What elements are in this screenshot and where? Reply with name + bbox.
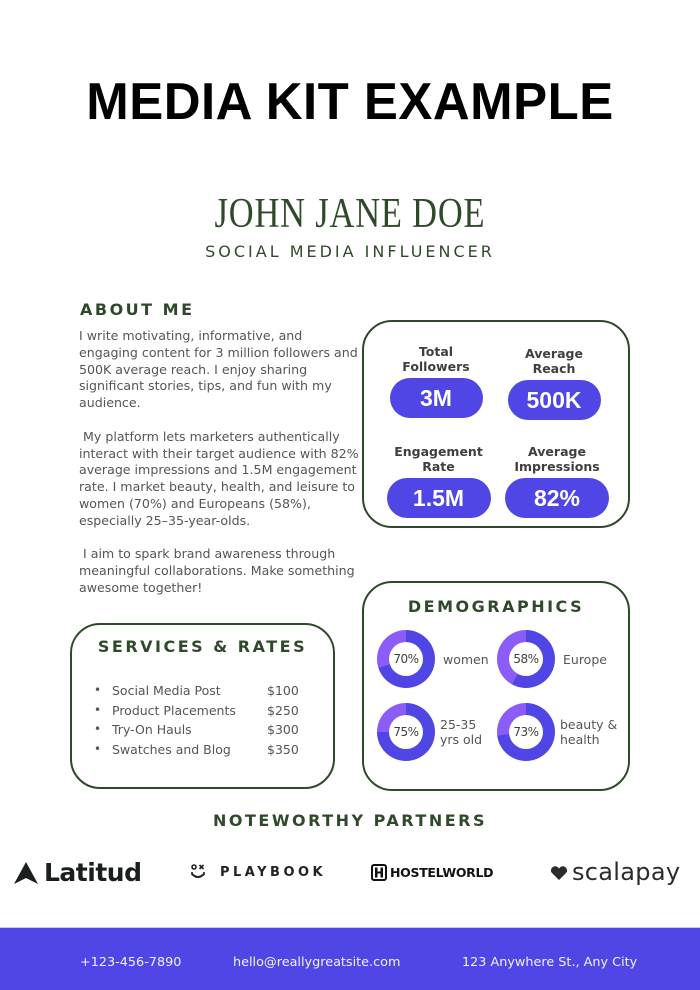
service-name: Try-On Hauls <box>112 722 192 737</box>
donut-chart <box>497 703 555 761</box>
demographic-age <box>377 703 495 761</box>
influencer-role: SOCIAL MEDIA INFLUENCER <box>205 242 495 261</box>
donut-chart <box>377 630 435 688</box>
demographic-label: 25-35 yrs old <box>440 717 483 747</box>
page-title: MEDIA KIT EXAMPLE <box>86 73 614 131</box>
service-item <box>94 681 317 701</box>
about-paragraph: My platform lets marketers authentically interact with their target audience with 82% average impressions and 1.5M engagement rate. I market beauty, health, and leisure to women (70%) and Europeans (58%), especially 25–35-year-olds. <box>79 428 359 528</box>
about-paragraph: I write motivating, informative, and engaging content for 3 million followers and 500K average reach. I enjoy sharing significant stories, tips, and fun with my audience. <box>79 328 358 411</box>
footer-phone[interactable]: +123-456-7890 <box>80 955 182 970</box>
demographic-women <box>377 630 489 688</box>
demographic-label: women <box>443 651 489 667</box>
service-item <box>94 740 317 760</box>
partners-heading: NOTEWORTHY PARTNERS <box>213 811 487 830</box>
demographic-interest <box>497 703 620 761</box>
about-paragraph: I aim to spark brand awareness through meaningful collaborations. Make something awesome together! <box>79 546 355 595</box>
service-name: Social Media Post <box>112 683 221 698</box>
stat-average-impressions <box>492 442 622 518</box>
bullet-icon: • <box>94 702 102 717</box>
service-item <box>94 701 317 721</box>
bullet-icon: • <box>94 722 102 736</box>
service-name: Product Placements <box>112 702 236 718</box>
stat-engagement-rate <box>376 442 501 518</box>
donut-chart <box>497 630 555 688</box>
influencer-name: JOHN JANE DOE <box>214 191 486 237</box>
donut-percent: 70% <box>389 642 423 676</box>
service-price: $300 <box>267 722 299 737</box>
demographics-heading: DEMOGRAPHICS <box>407 597 585 616</box>
stat-label: Engagement Rate <box>394 444 483 474</box>
stat-total-followers <box>376 342 496 418</box>
stat-value-pill: 1.5M <box>387 478 491 518</box>
stat-label: Average Reach <box>525 346 583 376</box>
stat-value-pill: 3M <box>390 378 483 418</box>
partner-logo-latitud <box>13 858 141 887</box>
footer <box>0 927 700 990</box>
services-list <box>94 681 317 759</box>
bullet-icon: • <box>94 683 102 697</box>
about-heading: ABOUT ME <box>80 300 195 319</box>
demographics-card <box>362 581 630 791</box>
partner-name: HOSTELWORLD <box>390 865 494 880</box>
partner-name: scalapay <box>572 858 681 886</box>
partner-name: Latitud <box>44 858 142 887</box>
mountain-peak-icon <box>13 861 39 885</box>
partner-logo-hostelworld <box>371 864 493 881</box>
service-price: $100 <box>267 683 299 698</box>
footer-email[interactable]: hello@reallygreatsite.com <box>233 955 401 970</box>
stats-card <box>362 320 630 528</box>
services-heading: SERVICES & RATES <box>97 637 308 656</box>
stat-value-pill: 500K <box>508 380 601 420</box>
heart-icon <box>550 865 568 881</box>
service-price: $250 <box>267 702 299 718</box>
donut-percent: 73% <box>509 715 543 749</box>
service-price: $350 <box>267 741 299 757</box>
services-card <box>70 623 335 789</box>
donut-percent: 75% <box>389 715 423 749</box>
h-box-icon <box>371 864 387 881</box>
stat-value-pill: 82% <box>505 478 609 518</box>
stat-average-reach <box>494 344 614 420</box>
partner-logo-playbook <box>190 864 326 880</box>
stat-label: Total Followers <box>402 344 470 374</box>
bullet-icon: • <box>94 741 102 756</box>
smiley-face-icon <box>190 864 206 880</box>
footer-address: 123 Anywhere St., Any City <box>462 955 638 970</box>
about-text <box>79 328 359 597</box>
demographic-label: Europe <box>563 651 607 667</box>
donut-chart <box>377 703 435 761</box>
service-item <box>94 720 317 740</box>
donut-percent: 58% <box>509 642 543 676</box>
demographic-europe <box>497 630 607 688</box>
partner-logo-scalapay <box>550 858 680 886</box>
partner-name: PLAYBOOK <box>220 864 327 880</box>
demographic-label: beauty & health <box>560 717 618 747</box>
service-name: Swatches and Blog <box>112 741 231 757</box>
stat-label: Average Impressions <box>514 444 600 474</box>
